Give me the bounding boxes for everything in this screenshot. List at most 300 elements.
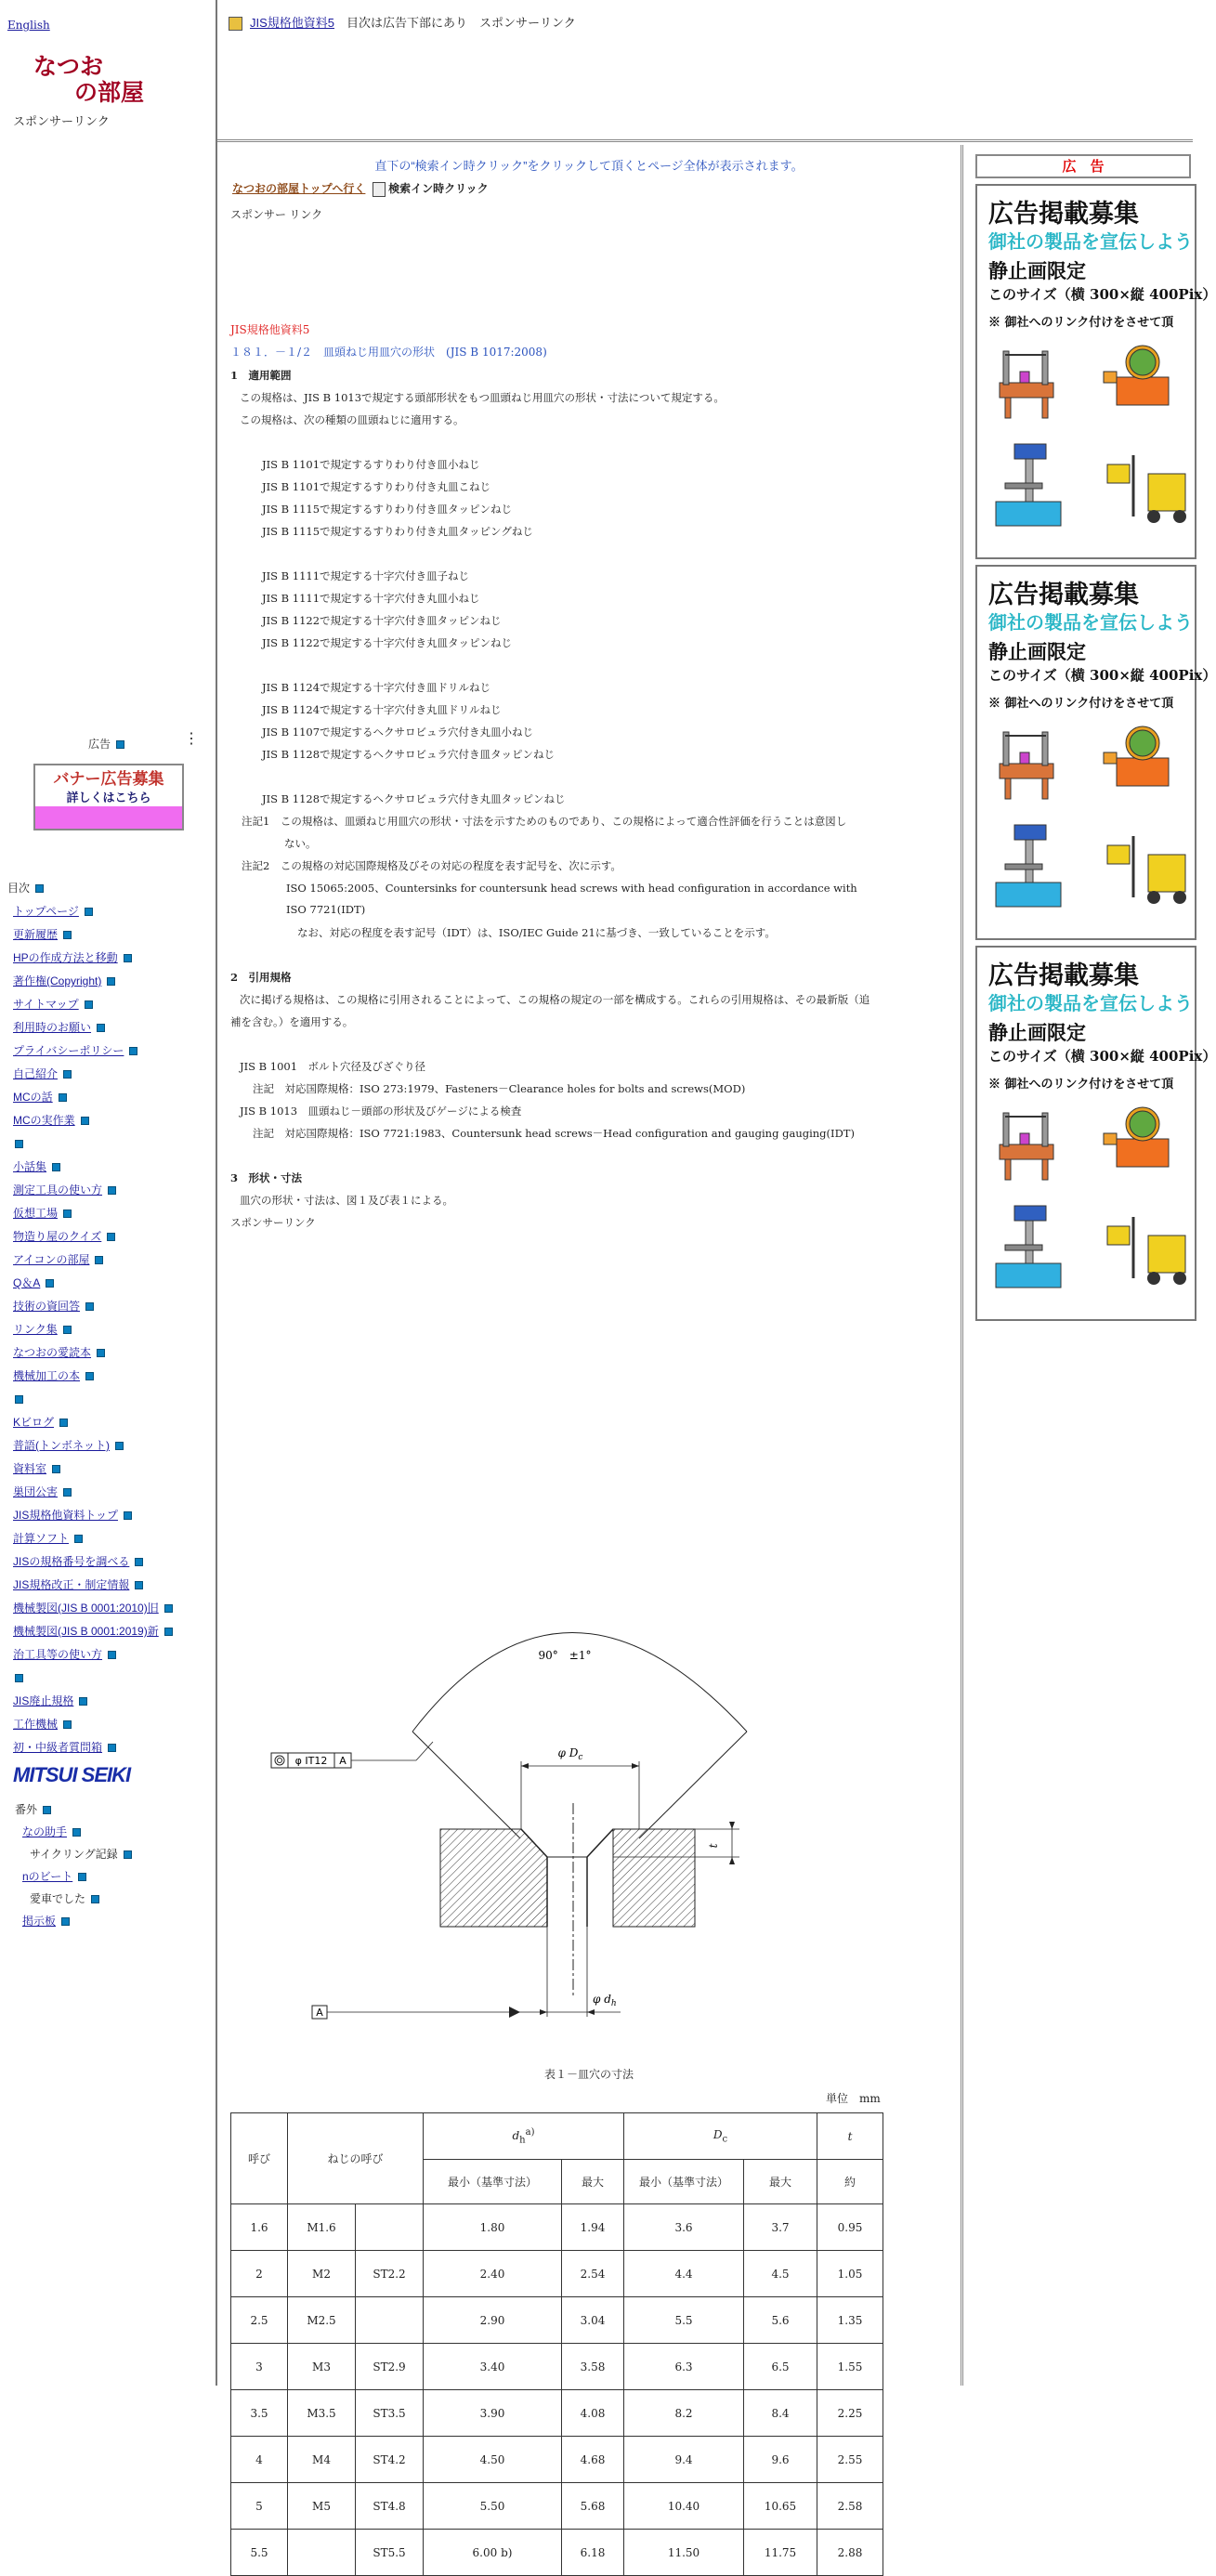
sidebar-item-label[interactable]: JIS規格改正・制定情報 (13, 1578, 130, 1591)
table-cell: M3.5 (288, 2390, 356, 2437)
sidebar-item[interactable] (13, 1527, 173, 1550)
table-cell: 1.05 (817, 2251, 883, 2297)
table-cell: ST4.8 (356, 2483, 424, 2530)
body-line: JIS B 1101で規定するすりわり付き皿小ねじ (262, 458, 480, 471)
dh-arrow-left (540, 2009, 547, 2015)
body-line: JIS B 1124で規定する十字穴付き丸皿ドリルねじ (262, 703, 502, 716)
sidebar-item[interactable] (13, 1504, 173, 1527)
sidebar-item-label[interactable]: トップページ (13, 905, 79, 918)
ad-box[interactable] (975, 946, 1216, 1321)
page-icon (229, 17, 242, 31)
sidebar-item[interactable] (13, 1202, 173, 1225)
header-rest: 目次は広告下部にあり スポンサーリンク (346, 16, 576, 30)
table-cell: ST4.2 (356, 2437, 424, 2483)
ads-header: 広 告 (975, 154, 1191, 178)
table-cell: ST3.5 (356, 2390, 424, 2437)
ad-box-line4: このサイズ（横 300×縦 400Pix） (988, 667, 1216, 684)
link-icon (124, 1511, 132, 1520)
th-dc-max: 最大 (744, 2160, 817, 2204)
sidebar-item (9, 1388, 173, 1411)
sidebar-item-label[interactable]: 利用時のお願い (13, 1021, 92, 1034)
dc-arrow-right (632, 1763, 639, 1769)
th-t-approx: 約 (817, 2160, 883, 2204)
gdt-datum: A (339, 1755, 346, 1767)
sidebar-item[interactable] (13, 1481, 173, 1504)
datum-label: A (316, 2007, 323, 2019)
main-content (217, 145, 963, 2559)
body-line: 1 適用範囲 (230, 369, 292, 382)
sidebar-item[interactable] (13, 900, 173, 923)
sidebar-item[interactable] (13, 1736, 173, 1759)
body-line: この規格は、JIS B 1013で規定する頭部形状をもつ皿頭ねじ用皿穴の形状・寸法について規定する。 (240, 391, 725, 404)
sidebar-extra-item[interactable] (15, 1821, 132, 1843)
body-line: ない。 (284, 837, 317, 850)
side-menu (7, 877, 173, 1759)
datum-triangle (509, 2007, 520, 2018)
link-icon (52, 1465, 60, 1473)
table-cell: 4.50 (424, 2437, 562, 2483)
link-icon (108, 1744, 116, 1752)
sponsor-label: スポンサーリンク (13, 114, 110, 128)
sidebar-item-label[interactable]: リンク集 (13, 1323, 58, 1336)
sidebar-item[interactable] (13, 1179, 173, 1202)
sidebar-item[interactable] (13, 993, 173, 1016)
table-cell: 1.6 (231, 2204, 288, 2251)
dc-arrow-left (521, 1763, 529, 1769)
left-sidebar (0, 0, 217, 2386)
hatch-left (440, 1829, 547, 1927)
sidebar-item-label[interactable]: 初・中級者質問箱 (13, 1741, 103, 1754)
sidebar-item-label[interactable]: MCの話 (13, 1091, 53, 1104)
ad-label-text: 広告 (88, 738, 111, 751)
link-icon (63, 1210, 72, 1218)
table-cell: M2 (288, 2251, 356, 2297)
link-icon (46, 1279, 54, 1288)
link-icon (135, 1581, 143, 1589)
sidebar-item-label[interactable]: HPの作成方法と移動 (13, 951, 118, 964)
ad-box-line5: ※ 御社へのリンク付けをさせて頂 (988, 697, 1174, 711)
body-line: 注記2 この規格の対応国際規格及びその対応の程度を表す記号を、次に示す。 (242, 859, 621, 872)
logo-line1: なつお (33, 53, 104, 80)
th-yobi: 呼び (231, 2113, 288, 2204)
body-line: JIS B 1115で規定するすりわり付き丸皿タッピングねじ (262, 525, 533, 538)
sidebar-extra-item (15, 1843, 132, 1865)
ad-box[interactable] (975, 565, 1216, 940)
sidebar-item[interactable] (13, 1434, 173, 1458)
table-row (231, 2390, 883, 2437)
body-line: なお、対応の程度を表す記号（IDT）は、ISO/IEC Guide 21に基づき、一致していることを示す。 (297, 926, 776, 939)
link-icon (85, 1000, 93, 1009)
sidebar-item-label[interactable]: 計算ソフト (13, 1532, 70, 1545)
table-cell: 3.90 (424, 2390, 562, 2437)
sponsor-label-main: スポンサー リンク (230, 208, 323, 221)
body-line: JIS B 1122で規定する十字穴付き皿タッピンねじ (262, 614, 502, 627)
link-icon (43, 1806, 51, 1814)
sidebar-item[interactable] (13, 1249, 173, 1272)
body-line: 3 形状・寸法 (230, 1171, 303, 1184)
body-line: JIS B 1107で規定するヘクサロビュラ穴付き丸皿小ねじ (262, 726, 534, 739)
body-line: 注記 対応国際規格：ISO 7721:1983、Countersunk head screws－Head configuration and gauging gauging(IDT) (253, 1127, 855, 1140)
body-line: 皿穴の形状・寸法は、図１及び表１による。 (240, 1194, 453, 1207)
body-line: JIS B 1101で規定するすりわり付き丸皿こねじ (262, 480, 491, 493)
body-line: ISO 15065:2005、Countersinks for countersunk head screws with head configuration in accordance with (286, 882, 857, 895)
sidebar-item-label[interactable]: 工作機械 (13, 1718, 59, 1731)
link-icon (115, 1442, 124, 1450)
th-dc-min: 最小（基準寸法） (624, 2160, 744, 2204)
machine-illustrations-icon (977, 334, 1195, 557)
ad-box-title: 広告掲載募集 (988, 200, 1139, 229)
table-cell: 9.4 (624, 2437, 744, 2483)
side-menu-extra (15, 1798, 132, 1932)
sidebar-item[interactable] (13, 1109, 173, 1132)
sidebar-item-label[interactable]: なつおの愛読本 (13, 1346, 92, 1359)
body-line: スポンサーリンク (230, 1216, 316, 1229)
notice-text: 直下の“検索イン時クリック”をクリックして頂くとページ全体が表示されます。 (374, 159, 804, 173)
sidebar-item[interactable] (13, 1574, 173, 1597)
sidebar-item[interactable] (13, 1458, 173, 1481)
table-cell: 2.90 (424, 2297, 562, 2344)
table-cell: 0.95 (817, 2204, 883, 2251)
sidebar-item[interactable] (13, 947, 173, 970)
link-icon (91, 1895, 99, 1903)
sidebar-item-label[interactable]: 普語(トンボネット) (13, 1439, 110, 1452)
section-blue-title: １８１．－１/２ 皿頭ねじ用皿穴の形状 (JIS B 1017:2008) (230, 346, 547, 359)
sidebar-item[interactable] (13, 1597, 173, 1620)
gdt-leader-2 (416, 1742, 433, 1760)
table-cell: 8.4 (744, 2390, 817, 2437)
table-cell: 5.50 (424, 2483, 562, 2530)
link-icon (108, 1186, 116, 1195)
countersink-right-edge (587, 1829, 613, 1927)
link-icon (74, 1535, 83, 1543)
table-cell: 10.40 (624, 2483, 744, 2530)
th-neji: ねじの呼び (288, 2113, 424, 2204)
top-page-link[interactable]: なつおの部屋トップへ行く (232, 182, 366, 195)
table-cell: 4 (231, 2437, 288, 2483)
t-label: t (707, 1843, 720, 1849)
sidebar-item-label[interactable]: 小話集 (13, 1160, 47, 1173)
sidebar-item-label[interactable]: Kビログ (13, 1416, 55, 1429)
sidebar-item-label[interactable]: 物造り屋のクイズ (13, 1230, 102, 1243)
body-line: JIS B 1111で規定する十字穴付き丸皿小ねじ (262, 592, 480, 605)
ad-info-icon[interactable] (116, 740, 124, 749)
header-title-link[interactable]: JIS規格他資料5 (250, 16, 335, 30)
ad-box-line3: 静止画限定 (988, 259, 1086, 282)
body-line: JIS B 1122で規定する十字穴付き丸皿タッピンねじ (262, 636, 513, 649)
sidebar-item-label[interactable]: JISの規格番号を調べる (13, 1555, 130, 1568)
search-click-link[interactable]: 検索イン時クリック (388, 182, 489, 195)
table-row (231, 2483, 883, 2530)
sidebar-extra-label[interactable]: 掲示板 (22, 1915, 57, 1928)
th-dc: $D_c$ (624, 2113, 817, 2160)
sidebar-item[interactable] (13, 1365, 173, 1388)
link-icon (15, 1140, 23, 1148)
table-cell: 3.04 (562, 2297, 624, 2344)
body-line: 2 引用規格 (230, 971, 292, 984)
link-icon (79, 1697, 87, 1706)
body-line: JIS B 1128で規定するヘクサロビュラ穴付き丸皿タッピンねじ (262, 792, 566, 805)
table-body (231, 2204, 883, 2576)
logo-line2: の部屋 (74, 79, 145, 106)
link-icon (124, 1850, 132, 1859)
sidebar-item-label[interactable]: JIS廃止規格 (13, 1694, 74, 1707)
sidebar-item[interactable] (13, 1040, 173, 1063)
sidebar-extra-item[interactable] (15, 1865, 132, 1888)
link-icon (35, 884, 44, 893)
sidebar-item-label[interactable]: 機械加工の本 (13, 1369, 81, 1382)
table-cell: 2.88 (817, 2530, 883, 2576)
ad-box-line2: 御社の製品を宣伝しよう (988, 992, 1193, 1014)
table-cell: 5.68 (562, 2483, 624, 2530)
t-arrow-top (729, 1822, 735, 1829)
ad-box-line2: 御社の製品を宣伝しよう (988, 611, 1193, 634)
table-cell: 11.50 (624, 2530, 744, 2576)
sidebar-extra-label: 番外 (15, 1803, 38, 1816)
link-icon (63, 1488, 72, 1497)
link-icon (107, 977, 115, 986)
angle-label: 90° ±1° (538, 1649, 592, 1662)
table-cell: 10.65 (744, 2483, 817, 2530)
table-cell: 1.55 (817, 2344, 883, 2390)
sidebar-item-label[interactable]: 更新履歴 (13, 928, 59, 941)
dc-label: φ $D_c$ (557, 1746, 583, 1762)
body-line: JIS B 1013 皿頭ねじ－頭部の形状及びゲージによる検査 (240, 1105, 522, 1118)
table-cell: 3.5 (231, 2390, 288, 2437)
body-line: JIS B 1115で規定するすりわり付き皿タッピンねじ (262, 503, 513, 516)
ad-box-line2: 御社の製品を宣伝しよう (988, 230, 1193, 253)
sidebar-item-label[interactable]: 治工具等の使い方 (13, 1648, 103, 1661)
sidebar-item-label[interactable]: アイコンの部屋 (13, 1253, 90, 1266)
t-arrow-bottom (729, 1857, 735, 1864)
sidebar-item[interactable] (13, 1643, 173, 1667)
angle-arc (412, 1633, 747, 1733)
sidebar-item-label[interactable]: 自己紹介 (13, 1067, 59, 1080)
sidebar-item[interactable] (13, 1272, 173, 1295)
body-line: この規格は、次の種類の皿頭ねじに適用する。 (240, 413, 464, 426)
sidebar-item-label[interactable]: 機械製図(JIS B 0001:2010)旧 (13, 1602, 159, 1615)
body-line: 次に掲げる規格は、この規格に引用されることによって、この規格の規定の一部を構成する。これらの引用規格は、その最新版（追 (240, 993, 870, 1006)
mitsui-seiki-logo[interactable]: MITSUI SEIKI (13, 1763, 131, 1786)
table-cell: ST5.5 (356, 2530, 424, 2576)
link-icon (15, 1674, 23, 1682)
section-red-title: JIS規格他資料5 (230, 323, 310, 336)
link-icon (85, 908, 93, 916)
link-icon (81, 1117, 89, 1125)
table-cell: 2 (231, 2251, 288, 2297)
countersink-diagram (230, 1497, 955, 2054)
table-cell: 4.68 (562, 2437, 624, 2483)
ad-box-title: 広告掲載募集 (988, 961, 1139, 990)
sidebar-item[interactable] (13, 1156, 173, 1179)
sidebar-item-label[interactable]: 機械製図(JIS B 0001:2019)新 (13, 1625, 159, 1638)
sidebar-extra-label[interactable]: なの助手 (22, 1825, 68, 1838)
table-cell: 3.58 (562, 2344, 624, 2390)
table-cell (356, 2204, 424, 2251)
th-t: t (817, 2113, 883, 2160)
link-icon (85, 1302, 94, 1311)
link-icon (78, 1873, 86, 1881)
sidebar-item-label[interactable]: プライバシーポリシー (13, 1044, 124, 1057)
table-cell (288, 2530, 356, 2576)
table-cell: 3 (231, 2344, 288, 2390)
body-line: 補を含む。）を適用する。 (230, 1015, 354, 1028)
search-box-icon (373, 182, 386, 197)
table-cell: 9.6 (744, 2437, 817, 2483)
sidebar-item-label[interactable]: サイトマップ (13, 998, 79, 1011)
sidebar-item-label[interactable]: 資料室 (13, 1462, 47, 1475)
table-cell: 2.54 (562, 2251, 624, 2297)
table-cell: M3 (288, 2344, 356, 2390)
machine-illustrations-icon (977, 715, 1195, 938)
banner-pink-bar (35, 806, 182, 829)
sidebar-item-label[interactable]: Q＆A (13, 1276, 41, 1289)
table-cell: 2.25 (817, 2390, 883, 2437)
machine-illustrations-icon (977, 1096, 1195, 1319)
sidebar-item-label[interactable]: JIS規格他資料トップ (13, 1509, 118, 1522)
sidebar-item[interactable] (13, 1550, 173, 1574)
banner-ad[interactable] (33, 764, 184, 830)
angle-line-left (412, 1732, 520, 1838)
ad-label (88, 736, 124, 752)
sidebar-item-label[interactable]: 巣団公害 (13, 1485, 59, 1498)
table-cell: 4.5 (744, 2251, 817, 2297)
sidebar-item[interactable] (13, 1086, 173, 1109)
ad-box[interactable] (975, 184, 1216, 559)
sidebar-extra-item (15, 1888, 132, 1910)
sidebar-item[interactable] (13, 1713, 173, 1736)
table-cell: 5.5 (231, 2530, 288, 2576)
table-cell: 4.08 (562, 2390, 624, 2437)
sidebar-item-label[interactable]: 著作権(Copyright) (13, 974, 102, 987)
table-cell: 6.00 b) (424, 2530, 562, 2576)
table-cell: 4.4 (624, 2251, 744, 2297)
site-logo[interactable] (33, 54, 144, 106)
link-icon (97, 1024, 105, 1032)
sidebar-item[interactable] (13, 923, 173, 947)
sidebar-item[interactable] (13, 1295, 173, 1318)
english-link[interactable]: English (7, 19, 50, 32)
sidebar-extra-label: 愛車でした (30, 1892, 86, 1905)
sidebar-extra-item (15, 1798, 132, 1821)
table-cell: 11.75 (744, 2530, 817, 2576)
th-dh: $d_h^{a)}$ (424, 2113, 624, 2160)
table-cell: 5.6 (744, 2297, 817, 2344)
body-line: 注記 対応国際規格：ISO 273:1979、Fasteners－Clearance holes for bolts and screws(MOD) (253, 1082, 746, 1095)
gdt-tolerance: φ IT12 (294, 1755, 328, 1767)
link-icon (95, 1256, 103, 1264)
table-cell: 1.94 (562, 2204, 624, 2251)
body-line: ISO 7721(IDT) (286, 903, 366, 916)
sidebar-item-label[interactable]: MCの実作業 (13, 1114, 75, 1127)
table-cell: ST2.9 (356, 2344, 424, 2390)
sidebar-item-label[interactable]: 仮想工場 (13, 1207, 59, 1220)
sidebar-item[interactable] (13, 1063, 173, 1086)
link-icon (63, 1326, 72, 1334)
link-icon (63, 1720, 72, 1729)
concentricity-icon (275, 1756, 284, 1765)
sidebar-item-label[interactable]: 技術の資回答 (13, 1300, 81, 1313)
table-cell: 1.80 (424, 2204, 562, 2251)
table-cell: 5 (231, 2483, 288, 2530)
ad-box-line3: 静止画限定 (988, 640, 1086, 663)
body-line: JIS B 1124で規定する十字穴付き皿ドリルねじ (262, 681, 491, 694)
concentricity-inner (278, 1759, 282, 1763)
sidebar-item[interactable] (13, 1318, 173, 1341)
table-row (231, 2437, 883, 2483)
table-row (231, 2204, 883, 2251)
table-cell: 6.5 (744, 2344, 817, 2390)
dh-label: φ $d_h$ (593, 1993, 617, 2008)
ad-box-line3: 静止画限定 (988, 1021, 1086, 1044)
table-cell: ST2.2 (356, 2251, 424, 2297)
table-row (231, 2344, 883, 2390)
sidebar-item[interactable] (13, 970, 173, 993)
sidebar-item[interactable] (13, 1620, 173, 1643)
sidebar-item-label: 目次 (7, 882, 31, 895)
link-icon (85, 1372, 94, 1380)
body-line: JIS B 1001 ボルト穴径及びざぐり径 (240, 1060, 426, 1073)
sidebar-item[interactable] (13, 1016, 173, 1040)
ad-box-title: 広告掲載募集 (988, 581, 1139, 609)
sidebar-item (9, 1132, 173, 1156)
banner-title: バナー広告募集 (53, 770, 164, 789)
sidebar-item[interactable] (13, 1225, 173, 1249)
table-cell: 5.5 (624, 2297, 744, 2344)
link-icon (107, 1233, 115, 1241)
sidebar-extra-item[interactable] (15, 1910, 132, 1932)
table-cell: 8.2 (624, 2390, 744, 2437)
body-line: 注記1 この規格は、皿頭ねじ用皿穴の形状・寸法を示すためのものであり、この規格によって適合性評価を行うことは意図し (242, 815, 847, 828)
table-cell: M4 (288, 2437, 356, 2483)
table-cell (356, 2297, 424, 2344)
ad-box-line4: このサイズ（横 300×縦 400Pix） (988, 1048, 1216, 1065)
sidebar-item[interactable] (13, 1690, 173, 1713)
th-dh-max: 最大 (562, 2160, 624, 2204)
header-line (229, 13, 576, 31)
link-icon (72, 1828, 81, 1837)
link-icon (59, 1093, 67, 1102)
table-row (231, 2297, 883, 2344)
table-cell: 6.3 (624, 2344, 744, 2390)
link-icon (15, 1395, 23, 1404)
th-dh-min: 最小（基準寸法） (424, 2160, 562, 2204)
ad-box-line4: このサイズ（横 300×縦 400Pix） (988, 286, 1216, 303)
table-unit: 単位 mm (826, 2092, 881, 2105)
ads-column (974, 145, 1216, 2386)
table-cell: M5 (288, 2483, 356, 2530)
table-cell: M1.6 (288, 2204, 356, 2251)
dh-arrow-right (587, 2009, 595, 2015)
link-icon (52, 1163, 60, 1171)
sidebar-item[interactable] (13, 1341, 173, 1365)
table-cell: M2.5 (288, 2297, 356, 2344)
table-cell: 6.18 (562, 2530, 624, 2576)
sidebar-item[interactable] (13, 1411, 173, 1434)
dimension-table (230, 2112, 883, 2576)
link-icon (63, 1070, 72, 1079)
more-options-icon[interactable]: ⋮ (184, 729, 199, 747)
table-caption: 表１－皿穴の寸法 (543, 2068, 634, 2081)
sidebar-item-label[interactable]: 測定工具の使い方 (13, 1183, 103, 1196)
link-icon (59, 1419, 68, 1427)
body-line: JIS B 1111で規定する十字穴付き皿子ねじ (262, 569, 470, 582)
link-icon (61, 1917, 70, 1926)
sidebar-extra-label[interactable]: nのビート (22, 1870, 73, 1883)
link-icon (108, 1651, 116, 1659)
page-header (217, 0, 1193, 142)
link-icon (124, 954, 132, 962)
top-link-row (232, 180, 489, 197)
